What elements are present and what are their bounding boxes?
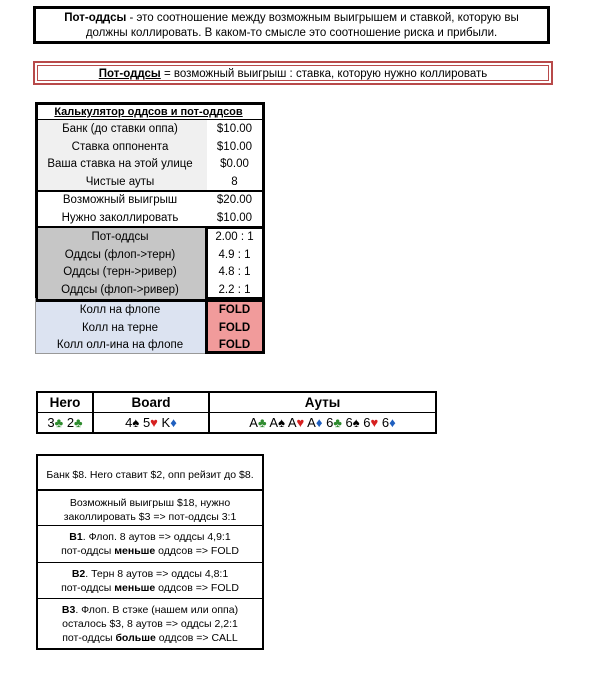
calc-row	[35, 337, 262, 355]
b1-bold: меньше	[114, 545, 156, 557]
calc-value: 2.00 : 1	[215, 231, 254, 243]
calc-label: Колл олл-ина на флопе	[56, 339, 184, 352]
calc-value: 2.2 : 1	[218, 284, 251, 297]
card	[67, 415, 83, 430]
b2-bold: меньше	[114, 582, 156, 594]
b1-line: . Флоп. 8 аутов => оддсы 4,9:1	[82, 531, 231, 543]
calc-label: Нужно заколлировать	[61, 211, 179, 224]
hero-header: Hero	[38, 393, 92, 413]
odds-calculator	[35, 102, 265, 354]
scenario-b2	[38, 563, 262, 599]
scenario-pot	[38, 492, 262, 526]
card	[47, 415, 63, 430]
card	[249, 415, 266, 430]
scenario-b1	[38, 526, 262, 562]
card-rank: 6	[381, 415, 390, 430]
b3-line: . Флоп. В стэке (нашем или оппа)	[75, 604, 239, 616]
formula-box	[33, 61, 553, 85]
scenario-box	[36, 454, 264, 650]
card	[363, 415, 378, 430]
scenario-intro	[38, 458, 262, 492]
formula-text: = возможный выигрыш : ставка, которую нужно коллировать	[160, 68, 488, 80]
b3-line: пот-оддсы	[62, 632, 116, 644]
calc-label: Возможный выигрыш	[62, 194, 178, 206]
card	[382, 415, 396, 430]
definition-text: - это соотношение между возможным выигрышем и ставкой, которую вы должны коллировать. В каком-то смысле это соотношение риска и прибыли.	[85, 12, 519, 39]
scenario-pot-line: Возможный выигрыш $18, нужно	[69, 497, 231, 509]
card-rank: 4	[125, 415, 133, 430]
calc-label: Колл на флопе	[79, 304, 161, 316]
scenario-intro-text: Банк $8. Hero ставит $2, опп рейзит до $8.	[46, 469, 254, 481]
diamond-icon: ♦	[315, 415, 323, 430]
b2-tag: B2	[71, 568, 86, 580]
calc-label: Ваша ставка на этой улице	[47, 158, 193, 171]
b1-line: оддсов => FOLD	[155, 545, 239, 557]
calc-row	[35, 229, 262, 247]
hand-table	[36, 391, 437, 434]
calc-value: $20.00	[216, 194, 253, 206]
outs-cards	[210, 414, 435, 432]
card	[346, 415, 360, 430]
b1-tag: B1	[69, 531, 83, 543]
b2-line: . Терн 8 аутов => оддсы 4,8:1	[85, 568, 229, 580]
card-rank: 3	[47, 415, 55, 430]
b2-line: оддсов => FOLD	[155, 582, 239, 594]
club-icon: ♣	[54, 415, 64, 430]
card	[143, 415, 158, 430]
card-rank: 6	[326, 415, 334, 430]
card-rank: A	[307, 415, 316, 430]
b3-tag: B3	[61, 604, 76, 616]
calc-row	[35, 264, 262, 282]
scenario-b3	[38, 599, 262, 649]
diamond-icon: ♦	[170, 415, 177, 430]
diamond-icon: ♦	[389, 415, 396, 430]
decision-value: FOLD	[218, 321, 251, 334]
b3-bold: больше	[115, 632, 156, 644]
b3-line: оддсов => CALL	[155, 632, 238, 644]
heart-icon: ♥	[150, 415, 158, 430]
formula-term: Пот-оддсы	[98, 68, 161, 80]
calc-row	[35, 139, 262, 157]
calc-label: Оддсы (флоп->терн)	[64, 248, 176, 261]
calc-value[interactable]: $10.00	[216, 123, 253, 135]
hero-cards	[38, 414, 92, 432]
calc-row	[35, 247, 262, 265]
card-rank: A	[287, 415, 297, 430]
outs-header: Ауты	[210, 393, 435, 413]
scenario-pot-line: заколлировать $3 => пот-оддсы 3:1	[63, 511, 237, 523]
calc-title: Калькулятор оддсов и пот-оддсов	[54, 106, 243, 118]
heart-icon: ♥	[296, 415, 305, 430]
calc-label: Пот-оддсы	[91, 231, 149, 243]
b1-line: пот-оддсы	[61, 545, 115, 557]
decision-value: FOLD	[218, 304, 251, 316]
calc-value: 4.9 : 1	[218, 248, 251, 261]
card	[269, 415, 285, 430]
calc-row	[35, 121, 262, 139]
spade-icon: ♠	[132, 415, 140, 430]
calc-value[interactable]: $10.00	[216, 140, 253, 153]
definition-term: Пот-оддсы	[64, 12, 127, 24]
calc-label: Оддсы (флоп->ривер)	[61, 284, 179, 297]
b3-line: осталось $3, 8 аутов => оддсы 2,2:1	[62, 618, 238, 630]
calc-row	[35, 302, 262, 320]
calc-row	[35, 320, 262, 338]
spade-icon: ♠	[278, 415, 285, 430]
decision-value: FOLD	[218, 339, 251, 352]
calc-row	[35, 174, 262, 192]
board-header: Board	[94, 393, 208, 413]
heart-icon: ♥	[370, 415, 379, 430]
calc-value: 4.8 : 1	[218, 266, 251, 279]
card-rank: 2	[66, 415, 75, 430]
card-rank: A	[269, 415, 279, 430]
card	[125, 415, 139, 430]
calc-value[interactable]: $0.00	[220, 158, 249, 171]
divider	[38, 489, 262, 491]
card	[162, 415, 177, 430]
b2-line: пот-оддсы	[61, 582, 115, 594]
card	[307, 415, 322, 430]
calc-value[interactable]: 8	[231, 176, 238, 189]
card	[288, 415, 304, 430]
calc-row	[35, 192, 262, 210]
calc-row	[35, 282, 262, 300]
calc-row	[35, 156, 262, 174]
calc-value: $10.00	[216, 211, 253, 224]
definition-box	[33, 6, 550, 44]
card-rank: 6	[363, 415, 371, 430]
club-icon: ♣	[257, 415, 267, 430]
card-rank: K	[161, 415, 171, 430]
spade-icon: ♠	[352, 415, 360, 430]
board-cards	[94, 414, 208, 432]
club-icon: ♣	[333, 415, 342, 430]
calc-label: Колл на терне	[81, 321, 159, 334]
calc-label: Оддсы (терн->ривер)	[63, 266, 177, 279]
card	[326, 415, 342, 430]
card-rank: A	[249, 415, 258, 430]
calc-label: Ставка оппонента	[71, 140, 169, 153]
calc-label: Банк (до ставки оппа)	[62, 123, 178, 135]
calc-label: Чистые ауты	[85, 176, 155, 189]
card-rank: 5	[142, 415, 151, 430]
card-rank: 6	[345, 415, 353, 430]
club-icon: ♣	[74, 415, 83, 430]
calc-row	[35, 210, 262, 228]
